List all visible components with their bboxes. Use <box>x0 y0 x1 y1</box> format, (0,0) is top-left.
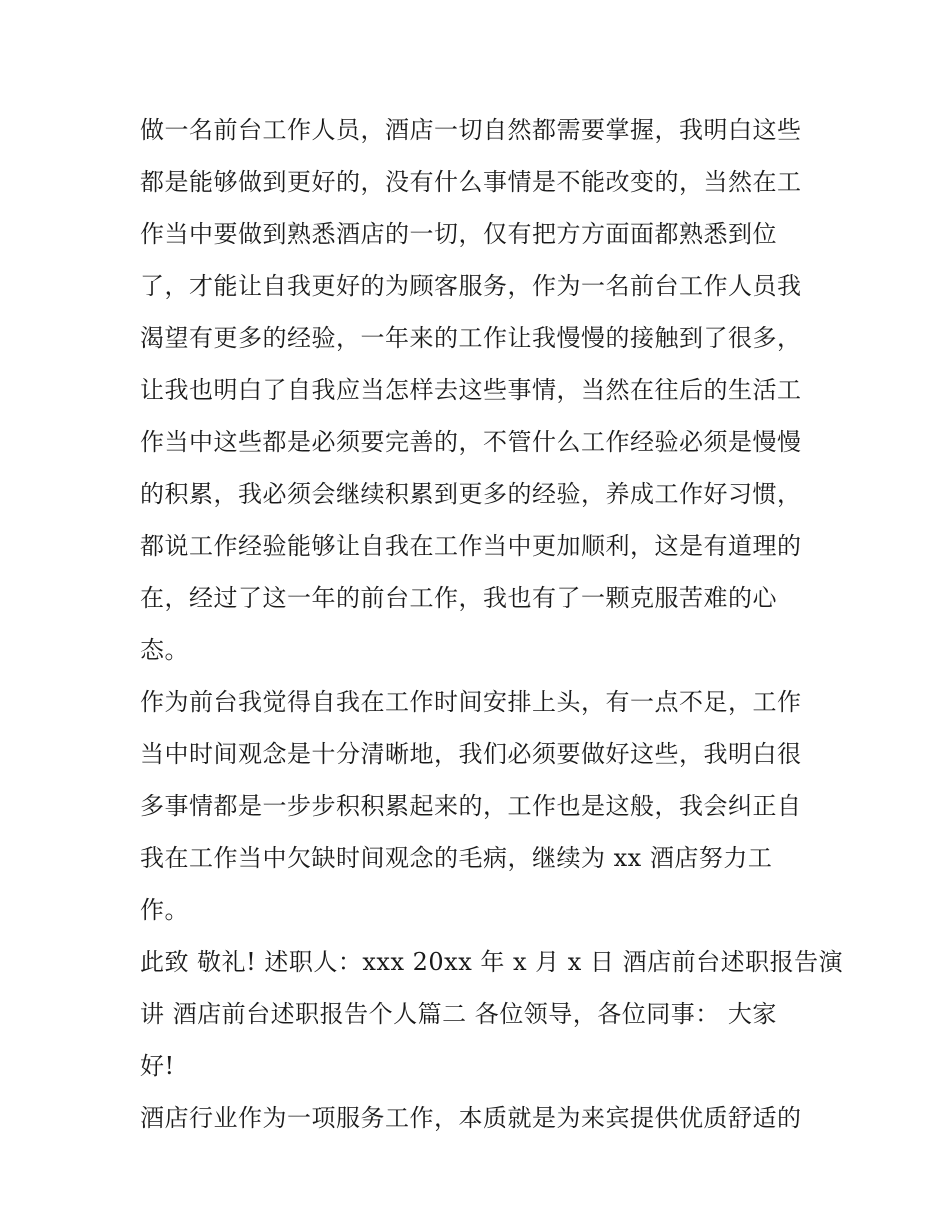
text-line: 讲 酒店前台述职报告个人篇二 各位领导，各位同事： 大家 <box>140 1000 777 1028</box>
text-line: 了，才能让自我更好的为顾客服务，作为一名前台工作人员我 <box>140 272 802 300</box>
text-line: 作当中要做到熟悉酒店的一切，仅有把方方面面都熟悉到位 <box>140 220 777 248</box>
text-line: 做一名前台工作人员，酒店一切自然都需要掌握，我明白这些 <box>140 116 802 144</box>
text-line: 酒店行业作为一项服务工作，本质就是为来宾提供优质舒适的 <box>140 1104 802 1132</box>
text-line: 当中时间观念是十分清晰地，我们必须要做好这些，我明白很 <box>140 740 802 768</box>
paragraph-3 <box>140 936 844 1092</box>
text-line: 此致 敬礼! 述职人：xxx 20xx 年 x 月 x 日 酒店前台述职报告演 <box>140 948 844 976</box>
text-line: 的积累，我必须会继续积累到更多的经验，养成工作好习惯， <box>140 480 802 508</box>
text-line: 让我也明白了自我应当怎样去这些事情，当然在往后的生活工 <box>140 376 802 404</box>
text-line: 都是能够做到更好的，没有什么事情是不能改变的，当然在工 <box>140 168 802 196</box>
text-line: 都说工作经验能够让自我在工作当中更加顺利，这是有道理的 <box>140 532 802 560</box>
text-line: 作。 <box>140 896 189 924</box>
text-line: 作当中这些都是必须要完善的，不管什么工作经验必须是慢慢 <box>140 428 802 456</box>
paragraph-2 <box>140 676 820 936</box>
text-line: 好! <box>140 1052 175 1080</box>
paragraph-4 <box>140 1092 820 1144</box>
text-line: 态。 <box>140 636 189 664</box>
document-body <box>140 104 844 1144</box>
paragraph-1 <box>140 104 820 676</box>
text-line: 多事情都是一步步积积累起来的，工作也是这般，我会纠正自 <box>140 792 802 820</box>
text-line: 我在工作当中欠缺时间观念的毛病，继续为 xx 酒店努力工 <box>140 844 773 872</box>
text-line: 渴望有更多的经验，一年来的工作让我慢慢的接触到了很多， <box>140 324 802 352</box>
text-line: 作为前台我觉得自我在工作时间安排上头，有一点不足，工作 <box>140 688 802 716</box>
text-line: 在，经过了这一年的前台工作，我也有了一颗克服苦难的心 <box>140 584 777 612</box>
